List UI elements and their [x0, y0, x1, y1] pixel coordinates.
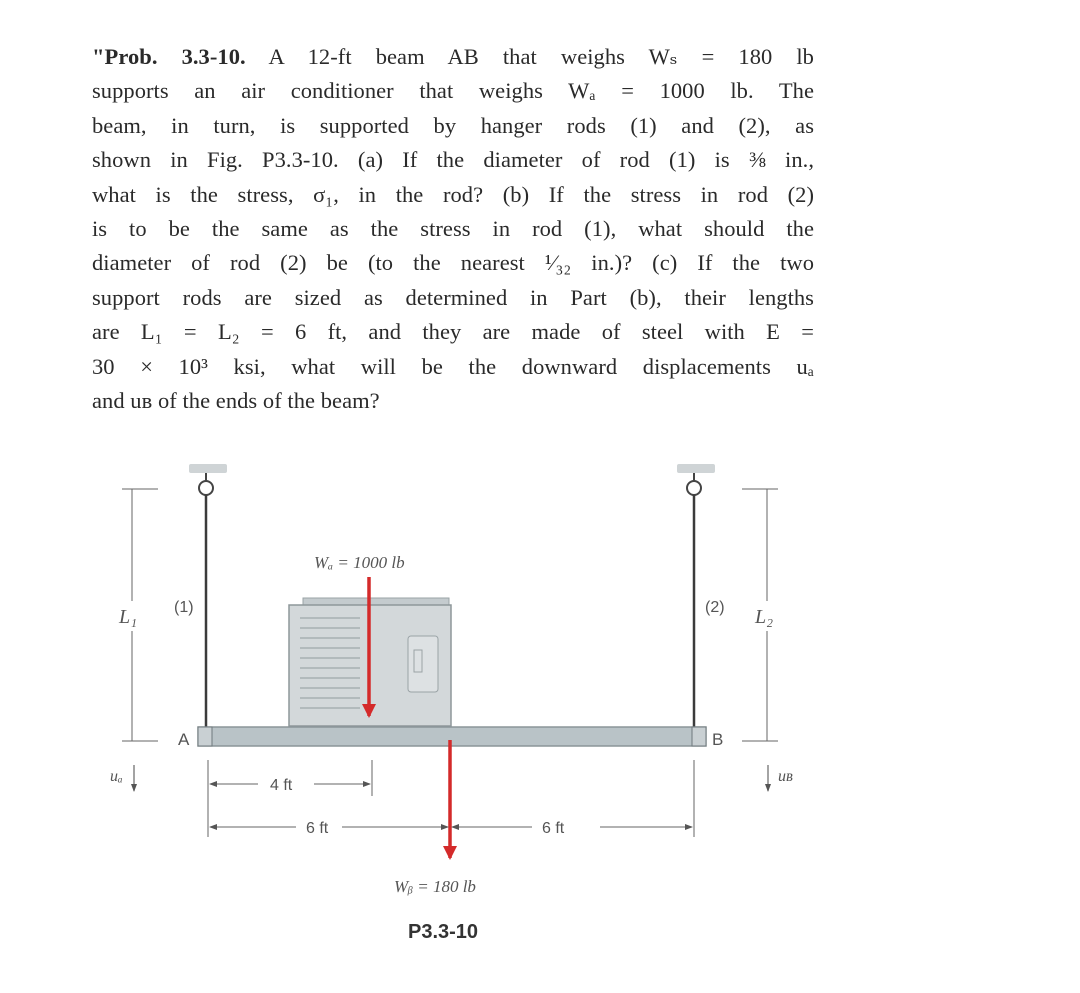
- pin-top-right: [687, 481, 701, 495]
- rod-1-label: (1): [174, 599, 194, 616]
- l1-label: L₁: [119, 606, 138, 628]
- problem-line-text: beam, in turn, is supported by hanger rods (1) and (2), as: [92, 112, 814, 138]
- problem-line-text: shown in Fig. P3.3-10. (a) If the diameter of rod (1) is ⅜ in.,: [92, 147, 814, 173]
- beam-ab: [198, 727, 706, 746]
- figure-caption: P3.3-10: [408, 921, 479, 943]
- ceiling-support-left: [189, 464, 227, 473]
- problem-number: "Prob. 3.3-10.: [92, 44, 246, 69]
- ub-label: uʙ: [778, 768, 793, 785]
- dim-6ft-right-label: 6 ft: [542, 820, 565, 837]
- problem-line-text: supports an air conditioner that weighs Wₐ = 1000 lb. The: [92, 78, 814, 104]
- dim-6ft-left-label: 6 ft: [306, 820, 329, 837]
- point-b-label: B: [712, 730, 724, 749]
- rod-2-label: (2): [705, 599, 725, 616]
- ceiling-support-right: [677, 464, 715, 473]
- dim-4ft-label: 4 ft: [270, 777, 293, 794]
- pin-top-left: [199, 481, 213, 495]
- problem-line-text: support rods are sized as determined in Part (b), their lengths: [92, 284, 814, 310]
- problem-line-text: 30 × 10³ ksi, what will be the downward displacements uₐ: [92, 353, 814, 379]
- ua-label: uₐ: [110, 768, 123, 785]
- problem-line-text: are L₁ = L₂ = 6 ft, and they are made of steel with E =: [92, 319, 814, 345]
- problem-line-text: what is the stress, σ₁, in the rod? (b) If the stress in rod (2): [92, 181, 814, 207]
- wa-label: Wₐ = 1000 lb: [314, 553, 405, 572]
- problem-line-text: A 12-ft beam AB that weighs Wₛ = 180 lb: [245, 44, 814, 69]
- point-a-label: A: [178, 730, 190, 749]
- problem-line-text: and uʙ of the ends of the beam?: [92, 388, 380, 414]
- problem-line-text: diameter of rod (2) be (to the nearest ¹⁄₃₂ in.)? (c) If the two: [92, 250, 814, 276]
- wb-label: Wᵦ = 180 lb: [394, 877, 476, 896]
- l2-label: L₂: [755, 606, 774, 628]
- problem-line-text: is to be the same as the stress in rod (1), what should the: [92, 216, 814, 242]
